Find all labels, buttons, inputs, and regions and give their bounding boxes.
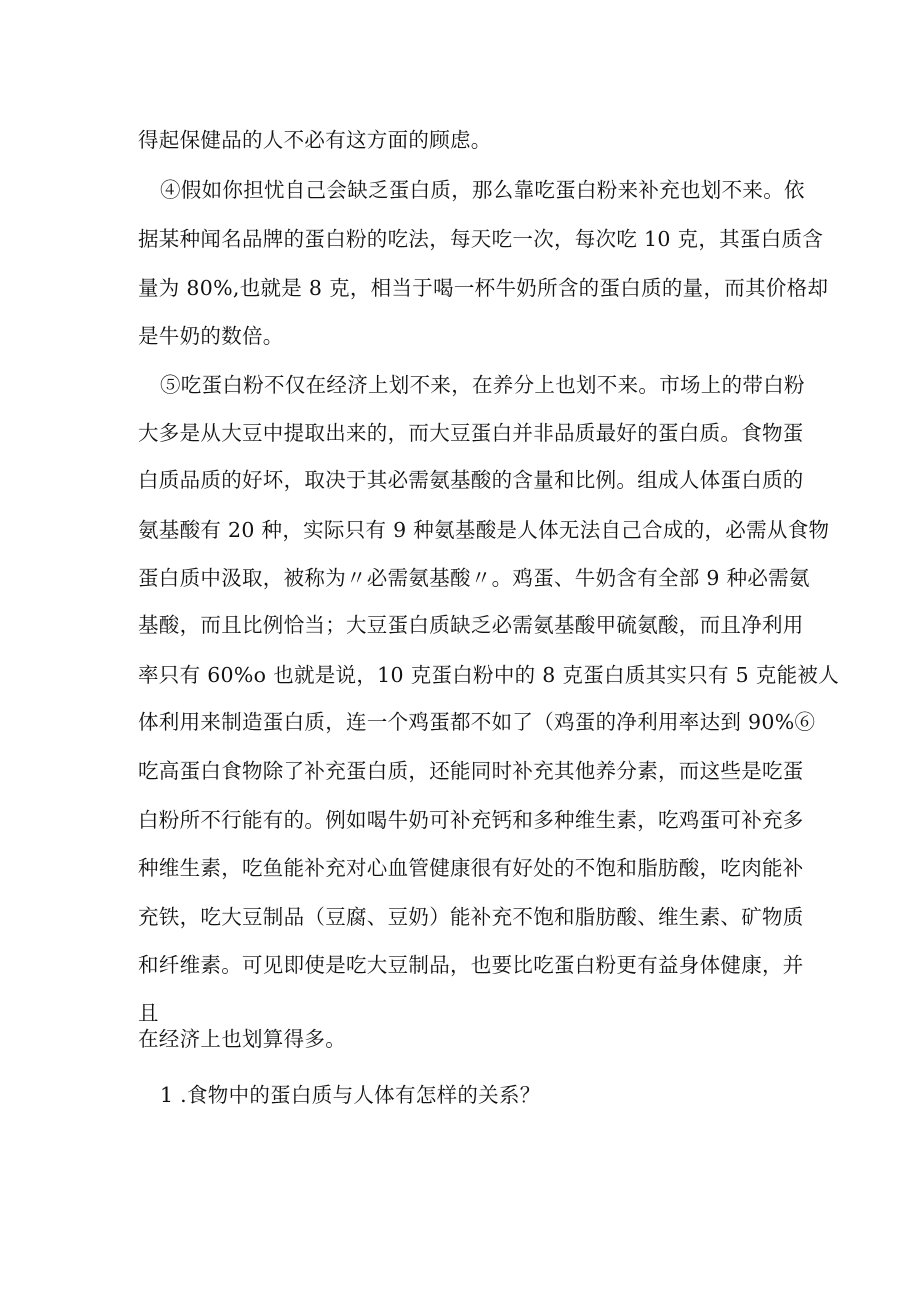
text-line: 得起保健品的人不必有这方面的顾虑。 (138, 128, 492, 152)
text-line: 充铁，吃大豆制品（豆腐、豆奶）能补充不饱和脂肪酸、维生素、矿物质 (138, 905, 804, 929)
text-line: 吃高蛋白食物除了补充蛋白质，还能同时补充其他养分素，而这些是吃蛋 (138, 759, 804, 783)
text-line: 基酸，而且比例恰当；大豆蛋白质缺乏必需氨基酸甲硫氨酸，而且净利用 (138, 613, 804, 637)
text-line: 量为 80%,也就是 8 克，相当于喝一杯牛奶所含的蛋白质的量，而其价格却 (138, 276, 829, 300)
text-line: 在经济上也划算得多。 (138, 1027, 346, 1051)
text-line: 据某种闻名品牌的蛋白粉的吃法，每天吃一次，每次吃 10 克，其蛋白质含 (138, 227, 824, 251)
text-line: 白质品质的好坏，取决于其必需氨基酸的含量和比例。组成人体蛋白质的 (138, 468, 804, 492)
text-line: 且 (138, 1001, 159, 1025)
text-line: 体利用来制造蛋白质，连一个鸡蛋都不如了（鸡蛋的净利用率达到 90%⑥ (138, 710, 816, 734)
text-line: 大多是从大豆中提取出来的，而大豆蛋白并非品质最好的蛋白质。食物蛋 (138, 421, 804, 445)
text-line: 是牛奶的数倍。 (138, 324, 284, 348)
question-1: 1 .食物中的蛋白质与人体有怎样的关系？ (160, 1083, 541, 1107)
text-line: 和纤维素。可见即使是吃大豆制品，也要比吃蛋白粉更有益身体健康，并 (138, 953, 804, 977)
text-line: 种维生素，吃鱼能补充对心血管健康很有好处的不饱和脂肪酸，吃肉能补 (138, 856, 804, 880)
text-line: 率只有 60%o 也就是说，10 克蛋白粉中的 8 克蛋白质其实只有 5 克能被人 (138, 663, 839, 687)
text-line: 氨基酸有 20 种，实际只有 9 种氨基酸是人体无法自己合成的，必需从食物 (138, 518, 830, 542)
paragraph-5-start: ⑤吃蛋白粉不仅在经济上划不来，在养分上也划不来。市场上的带白粉 (160, 373, 805, 397)
paragraph-4-start: ④假如你担忧自己会缺乏蛋白质，那么靠吃蛋白粉来补充也划不来。依 (160, 178, 805, 202)
text-line: 蛋白质中汲取，被称为〃必需氨基酸〃。鸡蛋、牛奶含有全部 9 种必需氨 (138, 566, 810, 590)
text-line: 白粉所不行能有的。例如喝牛奶可补充钙和多种维生素，吃鸡蛋可补充多 (138, 808, 804, 832)
